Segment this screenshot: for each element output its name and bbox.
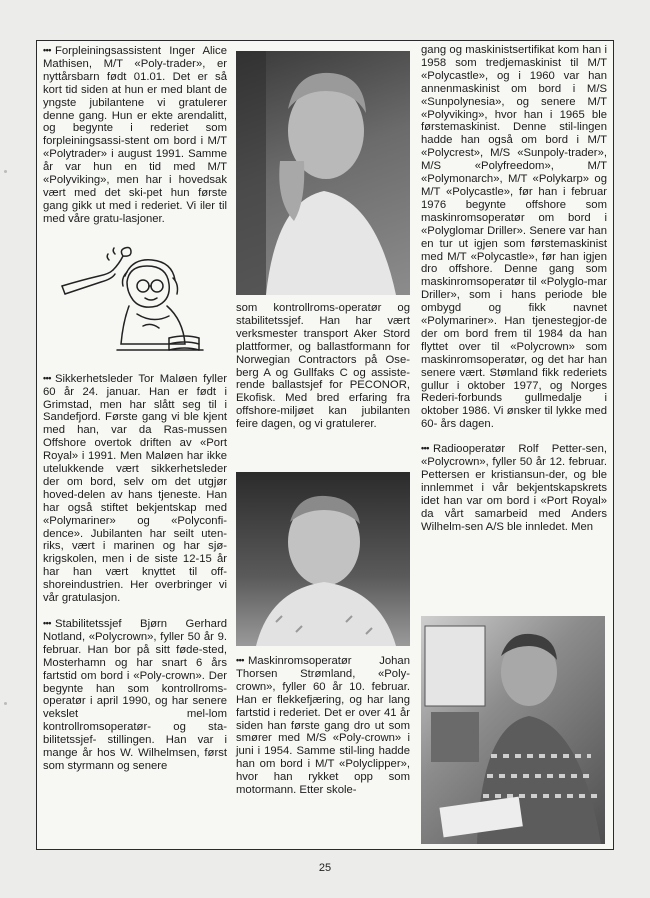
article-inger-mathisen: ••• Forpleiningsassistent Inger Alice Mathisen, M/T «Poly-trader», er nyttårsbarn født 01.01. Det er så kort tid siden at hun er med blant de yngste jubilantene vi gratulerer denne gang. Hun er ekte arendalitt, og begynte i rederiet som forpleiningsassi-stent om bord i M/T «Polytrader» i august 1991. Samme år var hun en tid med M/T «Polyviking», men har i hovedsak vært med det ski-pet hun første gang gikk ut med i rederiet. Vi iler til med våre gratu-lasjoner. [43,45,227,225]
page-number: 25 [318,862,332,874]
bullet-marker: ••• [43,372,51,383]
column-right [421,44,607,844]
cartoon-illustration [57,234,207,364]
photo-johan-stromland [236,472,410,646]
column-middle [236,44,412,844]
article-bjorn-continued: som kontrollroms-operatør og stabilitetssjef. Han har vært verksmester transport Aker Stord plattformer, og ballastformann for Norwegian Contractors på Ose-berg A og Gullfaks C og assiste-rende ballastsjef for PECONOR, Ekofisk. Med bred erfaring fra offshore-miljøet kan jubilanten feire dagen, og vi gratulerer. [236,302,410,431]
article-bjorn-notland: ••• Stabilitetssjef Bjørn Gerhard Notland, «Polycrown», fyller 50 år 9. februar. Han bor på sitt føde-sted, Mosterhamn og har snart 6 års fartstid om bord i «Poly-crown». Der begynte han som kontrollroms-operatør i april 1990, og har senere vekslet mel-lom kontrollromsoperatør- og sta-bilitetssjef- stillingen. Han var i mange år hos W. Wilhelmsen, først som styrmann og senere [43,618,227,772]
bullet-marker: ••• [236,655,244,665]
punch-hole [4,170,7,173]
bullet-marker: ••• [421,443,429,454]
magazine-page [36,40,614,850]
photo-rolf-pettersen [421,616,605,844]
article-tor-maloen: ••• Sikkerhetsleder Tor Maløen fyller 60 år 24. januar. Han er født i Grimstad, men har slått seg til i Sandefjord. Første gang vi ble kjent med han, var da Ras-mussen Offshore overtok driften av «Port Royal» i 1991. Men Maløen har ikke utelukkende vært sikkerhetsleder der om bord, selv om det utgjør hoved-delen av hans tjeneste. Han har også stiftet bekjentskap med «Polymariner» og «Polyconfi-dence». Jubilanten har seilt uten-riks, vært i marinen og har sjø-krigskolen, men i de siste 12-15 år har han vært knyttet til off-shoreindustrien. Her overbringer vi vår gratulasjon. [43,372,227,605]
article-johan-stromland: ••• Maskinromsoperatør Johan Thorsen Strømland, «Poly-crown», fyller 60 år 10. februar. Han er flekkefjæring, og har lang fartstid i rederiet. Det er over 41 år siden han første gang dro ut som smører med M/S «Poly-crown» i juni i 1954. Samme stil-ling hadde han om bord i M/T «Polyclipper», hvor han rykket opp som motormann. Etter skole- [236,655,410,797]
photo-bjorn-notland [236,51,410,295]
punch-hole [4,702,7,705]
bullet-marker: ••• [43,45,51,55]
bullet-marker: ••• [43,618,51,628]
article-rolf-pettersen: ••• Radiooperatør Rolf Petter-sen, «Polycrown», fyller 50 år 12. februar. Pettersen er kristiansun-der, og ble innlemmet i vår bekjentskapskrets idet han var om bord i «Port Royal» da vårt samarbeid med Anders Wilhelm-sen A/S ble innledet. Men [421,443,607,533]
column-left [43,44,227,844]
article-johan-continued: gang og maskinistsertifikat kom han i 1958 som tredjemaskinist til M/T «Polycastle», og i 1960 var han annenmaskinist om bord i M/S «Sunpolynesia», og senere M/T «Polyviking», hvor han i 1965 ble førstemaskinist. Denne stil-lingen hadde han også om bord i M/T «Polycrest», M/S «Sunpoly-trader», M/S «Polyfreedom», M/T «Polymonarch», M/T «Polykarp» og M/T «Polycastle», før han i februar 1976 begynte offshore som maskinromsoperatør om bord i «Polyglomar Driller». Senere var han en tur ut igjen som førstemaskinist med M/T «Polycastle», før han igjen dro offshore. Denne gang som maskinromsoperatør til «Polyglo-mar Driller», som i hans periode ble ombygd og fikk navnet «Polymariner». Han tjenestegjor-de der om bord frem til 1984 da han flyttet over til «Polycrown» som maskinromsoperatør, og det har han senere vært. Stømland fikk rederiets gullur i oktober 1977, og Norges Rederi-forbunds gullmedalje i oktober 1986. Vi ønsker til lykke med 60- års dagen. [421,44,607,431]
